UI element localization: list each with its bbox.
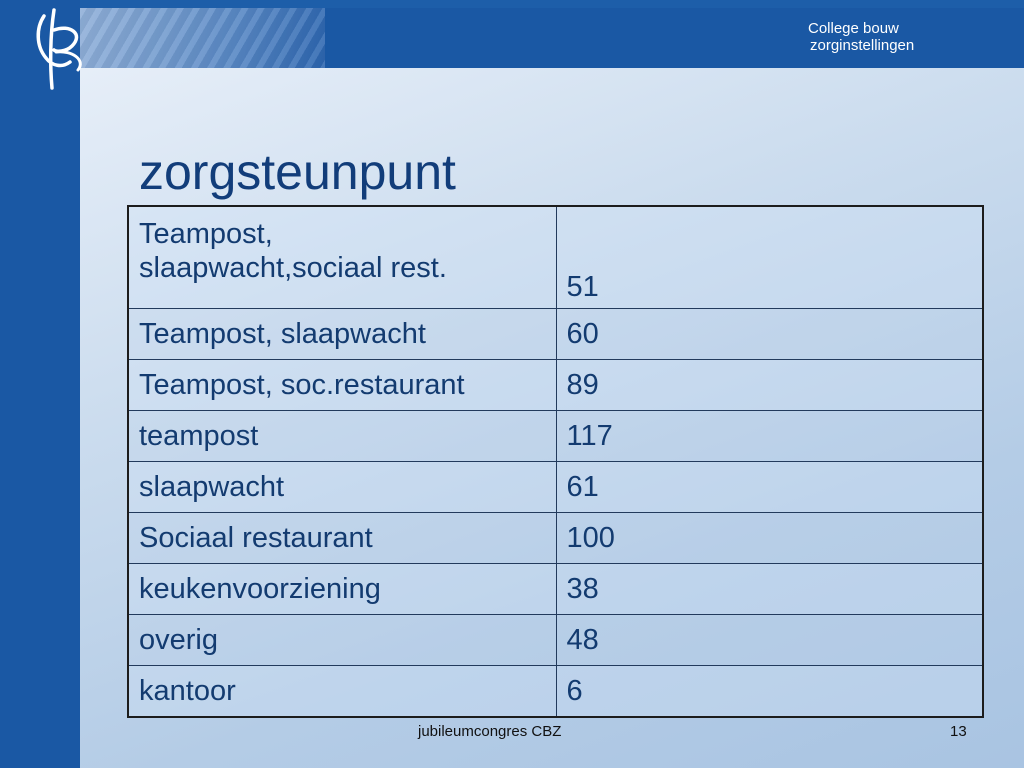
- table-cell-label: kantoor: [128, 666, 556, 717]
- table-cell-value: 61: [556, 461, 983, 512]
- label-line1: Teampost,: [139, 218, 273, 250]
- page-number: 13: [950, 723, 967, 740]
- data-table: [127, 205, 984, 718]
- cbz-logo-icon: [26, 6, 88, 90]
- table-cell-value: 48: [556, 615, 983, 666]
- table-row: [128, 513, 983, 564]
- table-cell-label: [128, 206, 556, 308]
- table-cell-label: teampost: [128, 410, 556, 461]
- table-row: [128, 615, 983, 666]
- table-cell-value: 38: [556, 564, 983, 615]
- table-cell-value: 60: [556, 308, 983, 359]
- table-cell-value: 51: [556, 206, 983, 308]
- table-cell-label: keukenvoorziening: [128, 564, 556, 615]
- table-row: [128, 206, 983, 308]
- table-cell-label: Teampost, soc.restaurant: [128, 359, 556, 410]
- table-cell-value: 6: [556, 666, 983, 717]
- slide-title: zorgsteunpunt: [139, 144, 456, 200]
- header-top-strip: [80, 0, 1024, 8]
- table-cell-value: 100: [556, 513, 983, 564]
- left-side-bar: [0, 0, 80, 768]
- table-row: [128, 410, 983, 461]
- table-row: [128, 461, 983, 512]
- table-row: [128, 308, 983, 359]
- table-cell-label: slaapwacht: [128, 461, 556, 512]
- footer-text: jubileumcongres CBZ: [418, 723, 562, 740]
- table-row: [128, 359, 983, 410]
- table-cell-label: Sociaal restaurant: [128, 513, 556, 564]
- header-photo-banner: [80, 8, 325, 68]
- label-line2: slaapwacht,sociaal rest.: [139, 252, 447, 284]
- table-cell-label: Teampost, slaapwacht: [128, 308, 556, 359]
- table-row: [128, 666, 983, 717]
- org-name-line1: College bouw: [808, 20, 899, 37]
- table-cell-value: 89: [556, 359, 983, 410]
- org-name-line2: zorginstellingen: [810, 37, 915, 54]
- table-cell-value: 117: [556, 410, 983, 461]
- organization-name: [808, 20, 914, 54]
- table-row: [128, 564, 983, 615]
- table-cell-label: overig: [128, 615, 556, 666]
